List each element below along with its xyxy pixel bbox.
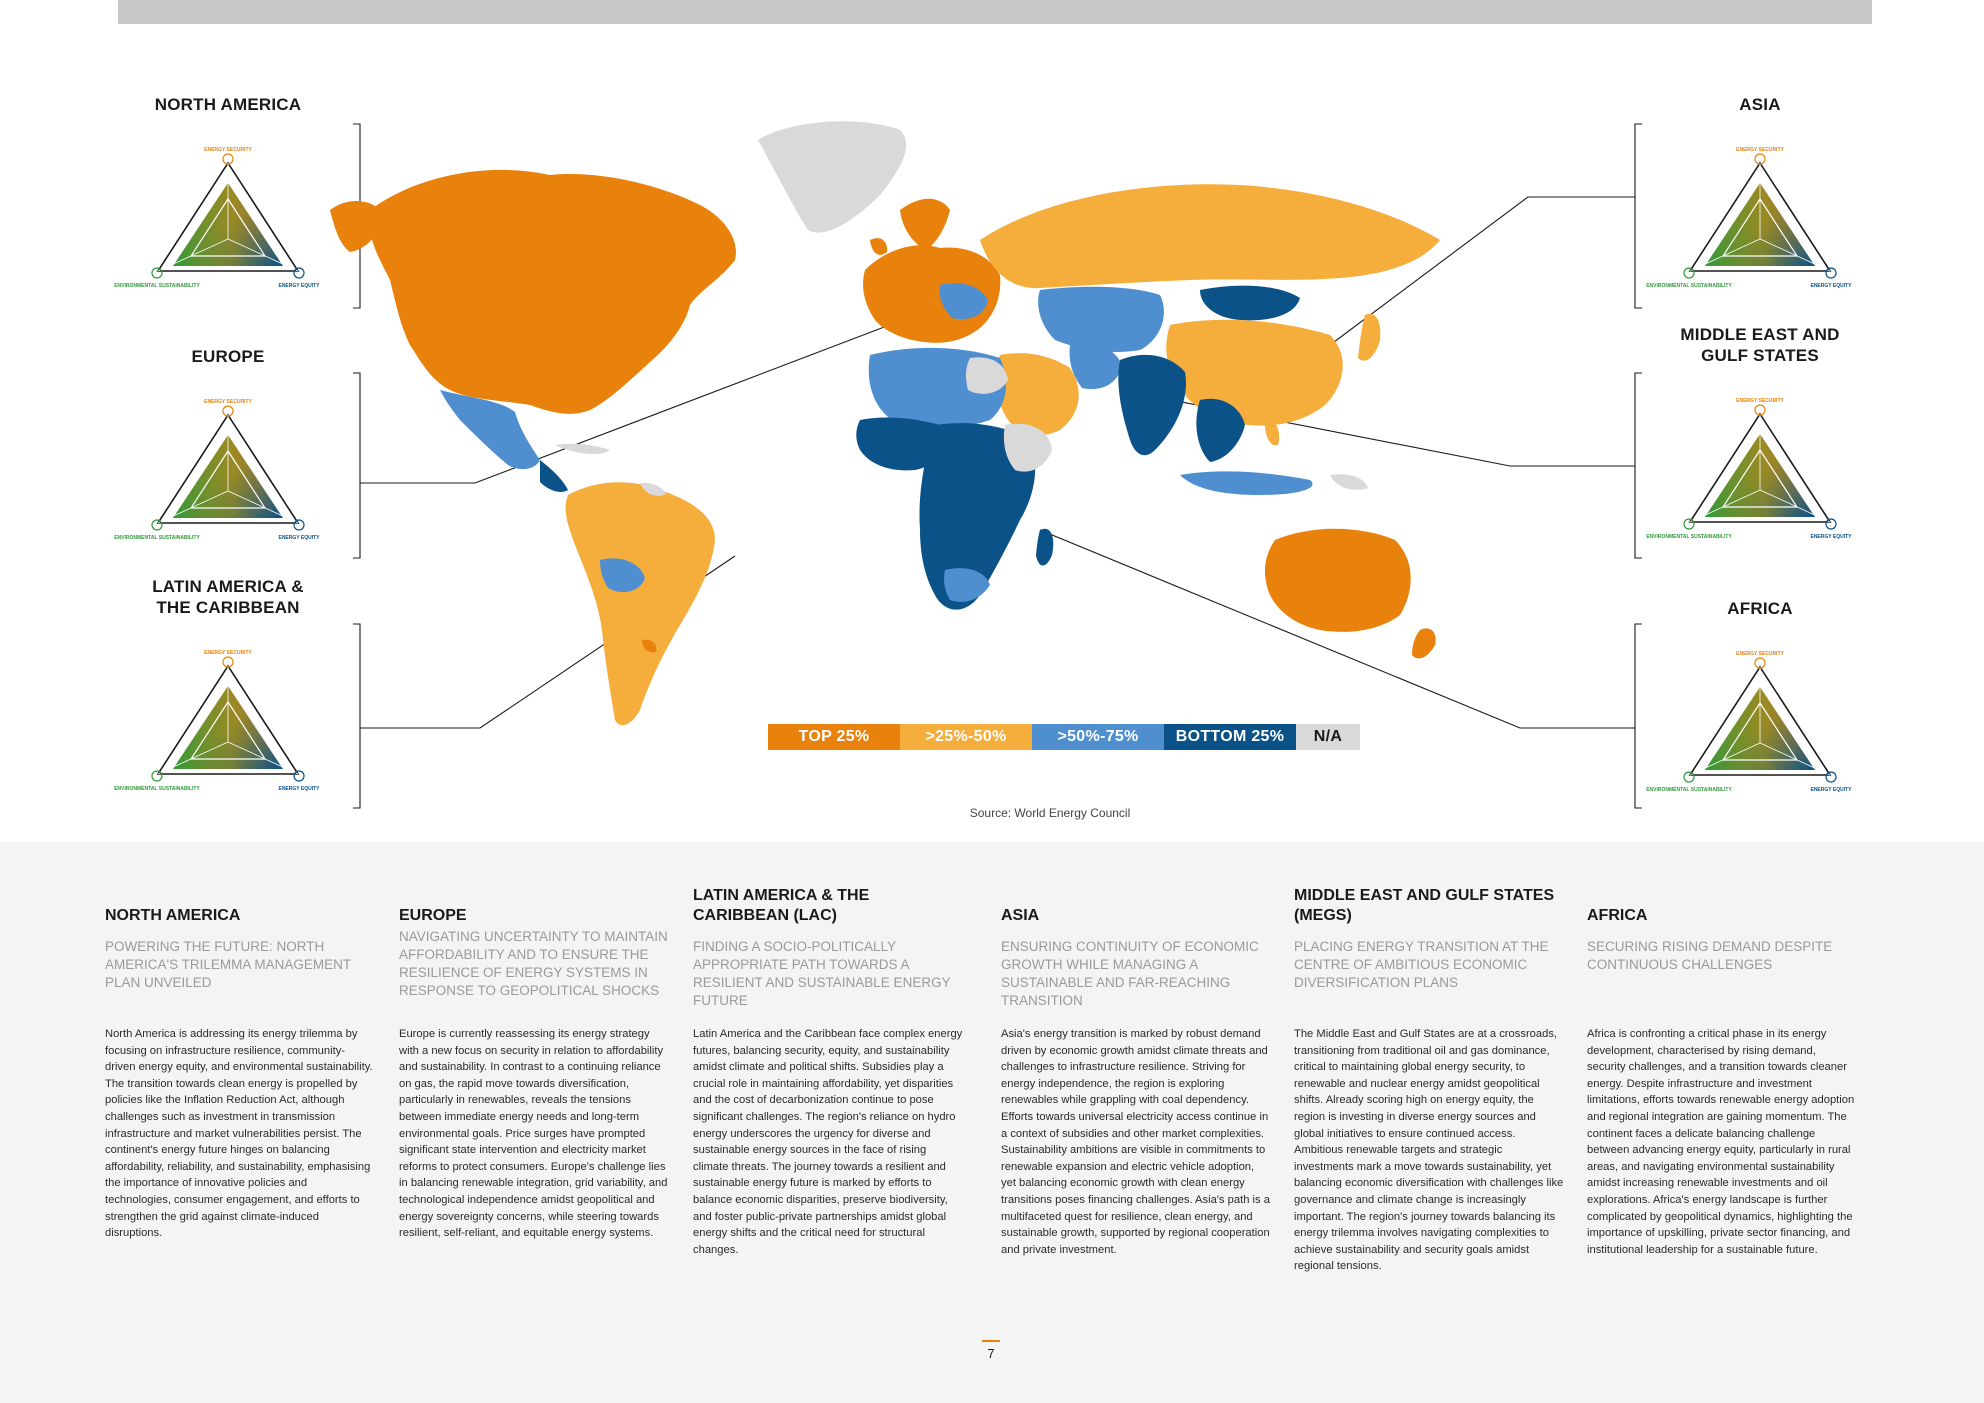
regions-summary [0, 842, 1984, 1403]
world-map [340, 100, 1640, 740]
region-column-africa [1587, 882, 1857, 1258]
panel-north-america [108, 94, 348, 301]
trilemma-triangle-graphic [114, 373, 323, 553]
region-body: Asia's energy transition is marked by robust demand driven by economic growth amidst climate threats and challenges to infrastructure resilience. Striving for energy independence, the region is exploring renewables while grappling with coal dependency. Efforts towards universal electricity access continue in a context of subsidies and other market complexities. Sustainability ambitions are visible in commitments to renewable expansion and electric vehicle adoption, yet balancing economic growth with clean energy transitions poses financing challenges. Asia's path is a multifaceted quest for resilience, clean energy, and sustainable growth, supported by regional cooperation and private investment. [1001, 1028, 1270, 1256]
australia-region [1265, 529, 1411, 632]
region-title: NORTH AMERICA [105, 907, 241, 924]
page-number: 7 [987, 1346, 995, 1361]
panel-megs [1640, 324, 1880, 552]
energy-equity-label: ENERGY EQUITY [1810, 534, 1852, 540]
region-subtitle: NAVIGATING UNCERTAINTY TO MAINTAIN AFFORDABILITY AND TO ENSURE THE RESILIENCE OF ENERGY SYSTEMS IN RESPONSE TO GEOPOLITICAL SHOCKS [399, 929, 668, 998]
energy-security-label: ENERGY SECURITY [1736, 147, 1784, 153]
environmental-sustainability-label: ENVIRONMENTAL SUSTAINABILITY [114, 535, 200, 541]
new-zealand-region [1412, 628, 1436, 658]
legend-50-75: >50%-75% [1032, 724, 1164, 750]
environmental-sustainability-label: ENVIRONMENTAL SUSTAINABILITY [114, 283, 200, 289]
environmental-sustainability-label: ENVIRONMENTAL SUSTAINABILITY [1646, 283, 1732, 289]
panel-lac [108, 576, 348, 804]
energy-security-label: ENERGY SECURITY [204, 399, 252, 405]
header-bar [118, 0, 1872, 24]
region-subtitle: SECURING RISING DEMAND DESPITE CONTINUOUS CHALLENGES [1587, 939, 1833, 972]
legend-25-50: >25%-50% [900, 724, 1032, 750]
region-body: The Middle East and Gulf States are at a crossroads, transitioning from traditional oil and gas dominance, critical to maintaining global energy security, to renewable and nuclear energy amidst geopolitical shifts. Already scoring high on energy equity, the region is investing in diverse energy sources and global initiatives to ensure continued access. Ambitious renewable targets and strategic investments mark a move towards sustainability, yet balancing economic diversification with challenges like governance and climate change is increasingly important. The region's journey towards balancing its energy trilemma involves navigating complexities to achieve sustainability and security goals amidst regional tensions. [1294, 1028, 1564, 1273]
region-subtitle: PLACING ENERGY TRANSITION AT THE CENTRE OF AMBITIOUS ECONOMIC DIVERSIFICATION PLANS [1294, 939, 1549, 990]
trilemma-triangle-graphic [1646, 121, 1855, 301]
region-body: Africa is confronting a critical phase in its energy development, characterised by rising demand, security challenges, and a transition towards cleaner energy. Despite infrastructure and investment limitations, efforts towards renewable energy adoption and regional integration are gaining momentum. The continent faces a delicate balancing challenge between advancing energy equity, particularly in rural areas, and navigating environmental sustainability amidst increasing renewable investments and oil explorations. Africa's energy landscape is further complicated by geopolitical dynamics, highlighting the importance of upskilling, private sector financing, and institutional leadership for a sustainable future. [1587, 1028, 1855, 1256]
china-region [1166, 320, 1342, 426]
trilemma-triangle-graphic [114, 121, 323, 301]
panel-title: EUROPE [191, 347, 265, 366]
energy-equity-label: ENERGY EQUITY [278, 786, 320, 792]
panel-europe [108, 346, 348, 553]
region-column-asia [1001, 882, 1271, 1258]
panel-africa [1640, 598, 1880, 805]
scandinavia-region [900, 199, 950, 250]
central-asia-region [1038, 287, 1164, 352]
trilemma-triangle [108, 121, 348, 301]
energy-security-label: ENERGY SECURITY [204, 147, 252, 153]
environmental-sustainability-label: ENVIRONMENTAL SUSTAINABILITY [1646, 787, 1732, 793]
trilemma-triangle [1640, 625, 1880, 805]
central-america-region [540, 460, 568, 492]
energy-security-label: ENERGY SECURITY [204, 650, 252, 656]
indonesia-region [1180, 471, 1313, 495]
legend-bottom-25: BOTTOM 25% [1164, 724, 1296, 750]
trilemma-triangle [1640, 121, 1880, 301]
environmental-sustainability-label: ENVIRONMENTAL SUSTAINABILITY [1646, 534, 1732, 540]
region-subtitle: POWERING THE FUTURE: NORTH AMERICA'S TRILEMMA MANAGEMENT PLAN UNVEILED [105, 939, 351, 990]
region-column-lac [693, 882, 963, 1258]
region-column-megs [1294, 882, 1564, 1275]
region-body: Europe is currently reassessing its energy strategy with a new focus on security in relation to affordability and sustainability. In contrast to a continuing reliance on gas, the rapid move towards diversification, particularly in renewables, reveals the tensions between immediate energy needs and long-term environmental goals. Price surges have prompted significant state intervention and electricity market reforms to protect consumers. Europe's challenge lies in balancing renewable integration, grid variability, and technological independence amidst geopolitical and energy sovereignty concerns, while steering towards resilient, self-reliant, and equitable energy systems. [399, 1028, 668, 1240]
panel-title: NORTH AMERICA [154, 95, 302, 114]
environmental-sustainability-label: ENVIRONMENTAL SUSTAINABILITY [114, 786, 200, 792]
region-subtitle: ENSURING CONTINUITY OF ECONOMIC GROWTH WHILE MANAGING A SUSTAINABLE AND FAR-REACHING TRANSITION [1001, 939, 1259, 1008]
madagascar-region [1036, 529, 1053, 566]
panel-title: MIDDLE EAST AND GULF STATES [1680, 325, 1840, 365]
map-area [0, 24, 1984, 842]
page-number-accent [982, 1340, 1000, 1342]
panel-title: ASIA [1739, 95, 1781, 114]
japan-region [1358, 314, 1380, 361]
energy-security-label: ENERGY SECURITY [1736, 651, 1784, 657]
trilemma-triangle [1640, 372, 1880, 552]
region-body: Latin America and the Caribbean face complex energy futures, balancing security, equity, and sustainability amidst climate and political shifts. Subsidies play a crucial role in maintaining affordability, yet disparities and the cost of decarbonization continue to pose significant challenges. The region's reliance on hydro energy underscores the urgency for diverse and sustainable energy sources in the face of rising climate threats. The journey towards a resilient and sustainable energy future is marked by efforts to balance economic disparities, preserve biodiversity, and foster public-private partnerships amidst global energy shifts and the critical need for structural changes. [693, 1028, 963, 1256]
region-title: LATIN AMERICA & THE CARIBBEAN (LAC) [693, 887, 870, 924]
legend-na: N/A [1296, 724, 1360, 750]
panel-asia [1640, 94, 1880, 301]
map-legend [768, 724, 1360, 750]
region-subtitle: FINDING A SOCIO-POLITICALLY APPROPRIATE PATH TOWARDS A RESILIENT AND SUSTAINABLE ENERGY FUTURE [693, 939, 951, 1008]
trilemma-triangle-graphic [1646, 625, 1855, 805]
caribbean-region [555, 444, 610, 454]
energy-equity-label: ENERGY EQUITY [278, 283, 320, 289]
south-asia-region [1118, 355, 1186, 455]
region-title: EUROPE [399, 907, 467, 924]
trilemma-triangle-graphic [114, 624, 323, 804]
uk-region [870, 238, 887, 255]
south-america-region [566, 482, 715, 725]
panel-title: AFRICA [1727, 599, 1793, 618]
mongolia-region [1200, 286, 1300, 321]
energy-equity-label: ENERGY EQUITY [1810, 787, 1852, 793]
region-body: North America is addressing its energy trilemma by focusing on infrastructure resilience, community-driven energy equity, and environmental sustainability. The transition towards clean energy is propelled by policies like the Inflation Reduction Act, although challenges such as investment in transmission infrastructure and market vulnerabilities persist. The continent's energy future hinges on balancing affordability, reliability, and sustainability, emphasising the importance of innovative policies and technologies, consumer engagement, and efforts to strengthen the grid against climate-induced disruptions. [105, 1028, 373, 1240]
energy-security-label: ENERGY SECURITY [1736, 398, 1784, 404]
region-column-north-america [105, 882, 375, 1242]
trilemma-triangle [108, 373, 348, 553]
region-title: ASIA [1001, 907, 1040, 924]
trilemma-triangle-graphic [1646, 372, 1855, 552]
trilemma-triangle [108, 624, 348, 804]
energy-equity-label: ENERGY EQUITY [278, 535, 320, 541]
north-america-region [369, 170, 736, 414]
png-region [1330, 474, 1368, 490]
legend-top-25: TOP 25% [768, 724, 900, 750]
energy-equity-label: ENERGY EQUITY [1810, 283, 1852, 289]
region-column-europe [399, 882, 669, 1242]
region-title: AFRICA [1587, 907, 1648, 924]
greenland-region [758, 121, 906, 232]
source-note: Source: World Energy Council [969, 806, 1131, 820]
region-title: MIDDLE EAST AND GULF STATES (MEGS) [1294, 887, 1555, 924]
russia-region [980, 184, 1440, 288]
middle-east-region [996, 353, 1079, 435]
panel-title: LATIN AMERICA & THE CARIBBEAN [152, 577, 304, 617]
